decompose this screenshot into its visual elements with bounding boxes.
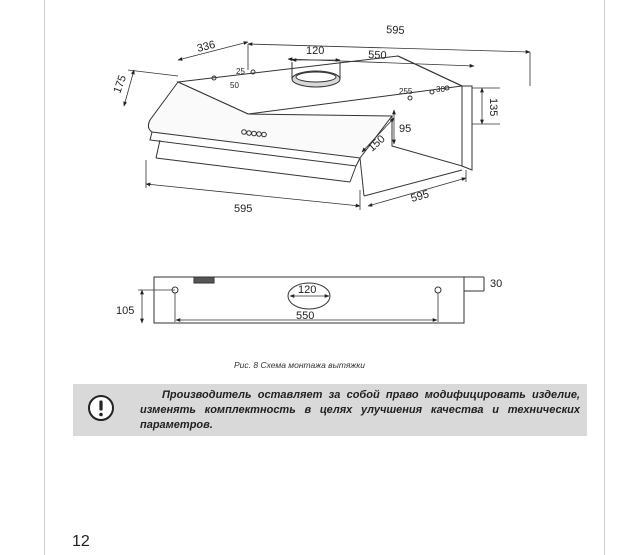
notice-box <box>73 384 587 436</box>
dim-550-top: 550 <box>367 49 387 62</box>
notice-text: Производитель оставляет за собой право модифицировать изделие, изменять комплектность в целях улучшения качества и технических параметров. <box>140 389 580 431</box>
dim-595-front: 595 <box>234 203 253 215</box>
notice-icon-box <box>73 384 129 436</box>
dim-50: 50 <box>230 81 239 90</box>
page-number: 12 <box>72 533 90 550</box>
dim-595-top: 595 <box>385 24 405 37</box>
hood-isometric <box>148 56 472 196</box>
hood-front-view <box>154 277 484 323</box>
exclamation-circle-icon <box>87 394 115 422</box>
dim-120-front: 120 <box>298 284 317 296</box>
dim-336: 336 <box>195 38 217 55</box>
dim-30-top: 30 <box>436 85 445 94</box>
dim-135: 135 <box>487 98 499 117</box>
dim-95: 95 <box>399 123 412 135</box>
dim-255: 255 <box>399 87 413 96</box>
dim-150: 150 <box>365 133 388 155</box>
dim-25: 25 <box>236 67 245 76</box>
dim-550-front: 550 <box>296 310 315 322</box>
dim-30-front: 30 <box>490 278 503 290</box>
dim-595-bottom: 595 <box>409 188 431 205</box>
dim-175: 175 <box>111 73 130 96</box>
figure-caption: Рис. 8 Схема монтажа вытяжки <box>234 360 365 370</box>
dim-105: 105 <box>116 305 135 317</box>
dim-120-top: 120 <box>306 45 325 57</box>
